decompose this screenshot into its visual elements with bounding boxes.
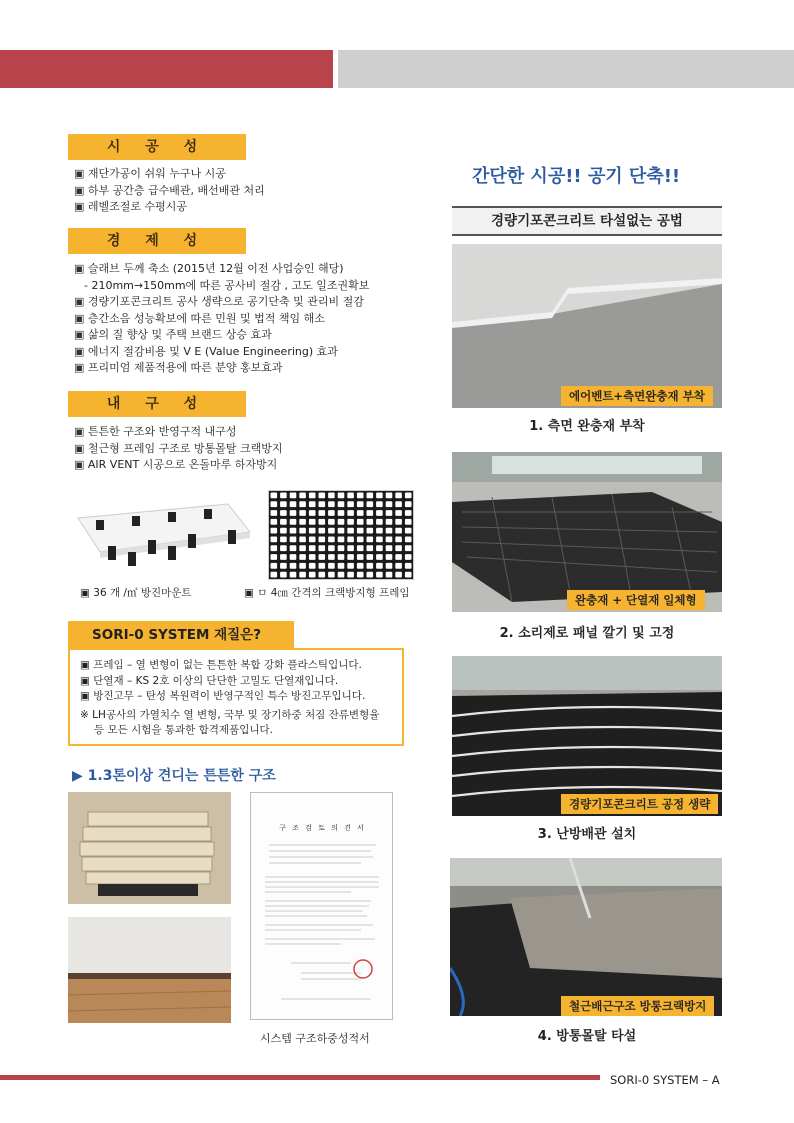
- cement-bags-photo: [68, 792, 231, 904]
- step1-photo: [452, 244, 722, 408]
- step2-label: 완충재 + 단열재 일체형: [567, 590, 705, 610]
- list-item: ▣ 삶의 질 향상 및 주택 브랜드 상승 효과: [74, 327, 369, 344]
- list-item: ▣ 경량기포콘크리트 공사 생략으로 공기단축 및 관리비 절감: [74, 294, 369, 311]
- list-item: ▣ 레벨조절로 수평시공: [74, 199, 265, 216]
- list-item: ▣ 슬래브 두께 축소 (2015년 12월 이전 사업승인 해당): [74, 261, 369, 278]
- certificate-title: 구 조 검 토 의 견 서: [279, 824, 366, 832]
- list-item: ▣ AIR VENT 시공으로 온돌마루 하자방지: [74, 457, 283, 474]
- list-item: ▣ 하부 공간층 급수배관, 배선배관 처리: [74, 183, 265, 200]
- crack-prevention-frame-image: [268, 490, 414, 580]
- list-item: ▣ 프레임 – 열 변형이 없는 튼튼한 복합 강화 플라스틱입니다.: [80, 658, 392, 674]
- vibration-mount-image: [68, 490, 258, 582]
- header-bar-red: [0, 50, 333, 88]
- note-line: ※ LH공사의 가열치수 열 변형, 국부 및 장기하중 처짐 잔류변형율: [80, 708, 380, 721]
- method-subhead: 경량기포콘크리트 타설없는 공법: [452, 206, 722, 236]
- footer-line: [0, 1075, 600, 1080]
- list-item: ▣ 방진고무 – 탄성 복원력이 반영구적인 특수 방진고무입니다.: [80, 689, 392, 705]
- wood-floor-photo: [68, 917, 231, 1023]
- step4-caption: 4. 방통몰탈 타설: [537, 1029, 637, 1044]
- economy-list: [74, 261, 369, 377]
- list-item: - 210mm→150mm에 따른 공사비 절감 , 고도 일조권확보: [84, 278, 370, 292]
- step2-photo: [452, 452, 722, 612]
- mount-caption: ▣ 36 개 /㎡ 방진마운트: [80, 587, 192, 599]
- step4-photo: [450, 858, 722, 1016]
- list-item: ▣ 에너지 절감비용 및 V E (Value Engineering) 효과: [74, 344, 369, 361]
- list-item: ▣ 단열재 – KS 2호 이상의 단단한 고밀도 단열재입니다.: [80, 674, 392, 690]
- section-title-constructibility: 시 공 성: [68, 134, 246, 160]
- header-bar-gray: [338, 50, 794, 88]
- footer-system-label: SORI-0 SYSTEM – A: [610, 1073, 720, 1087]
- list-item: ▣ 프리미엄 제품적용에 따른 분양 홍보효과: [74, 360, 369, 377]
- step1-label: 에어벤트+측면완충재 부착: [561, 386, 713, 406]
- list-item: ▣ 층간소음 성능확보에 따른 민원 및 법적 책임 해소: [74, 311, 369, 328]
- step4-label: 철근배근구조 방통크랙방지: [561, 996, 714, 1016]
- note-line: 등 모든 시험을 통과한 합격제품입니다.: [94, 724, 273, 736]
- step1-caption: 1. 측면 완충재 부착: [529, 419, 645, 434]
- list-item: ▣ 철근형 프레임 구조로 방통몰탈 크랙방지: [74, 441, 283, 458]
- section-title-economy: 경 제 성: [68, 228, 246, 254]
- constructibility-list: [74, 166, 265, 216]
- step2-caption: 2. 소리제로 패널 깔기 및 고정: [499, 626, 675, 641]
- step3-label: 경량기포콘크리트 공정 생략: [561, 794, 718, 814]
- section-title-durability: 내 구 성: [68, 391, 246, 417]
- list-item: ▣ 튼튼한 구조와 반영구적 내구성: [74, 424, 283, 441]
- sori-material-box: [68, 648, 404, 746]
- durability-list: [74, 424, 283, 474]
- certificate-caption: 시스템 구조하중성적서: [260, 1032, 370, 1045]
- list-item: ▣ 재단가공이 쉬워 누구나 시공: [74, 166, 265, 183]
- right-headline: 간단한 시공!! 공기 단축!!: [472, 166, 681, 187]
- sori-material-title: SORI-0 SYSTEM 재질은?: [68, 621, 294, 649]
- frame-caption: ▣ ㅁ 4㎝ 간격의 크랙방지형 프레임: [244, 587, 410, 599]
- strong-structure-title: ▶ 1.3톤이상 견디는 튼튼한 구조: [72, 768, 276, 784]
- structure-certificate-image: [250, 792, 393, 1020]
- step3-caption: 3. 난방배관 설치: [537, 827, 637, 842]
- step3-photo: [452, 656, 722, 816]
